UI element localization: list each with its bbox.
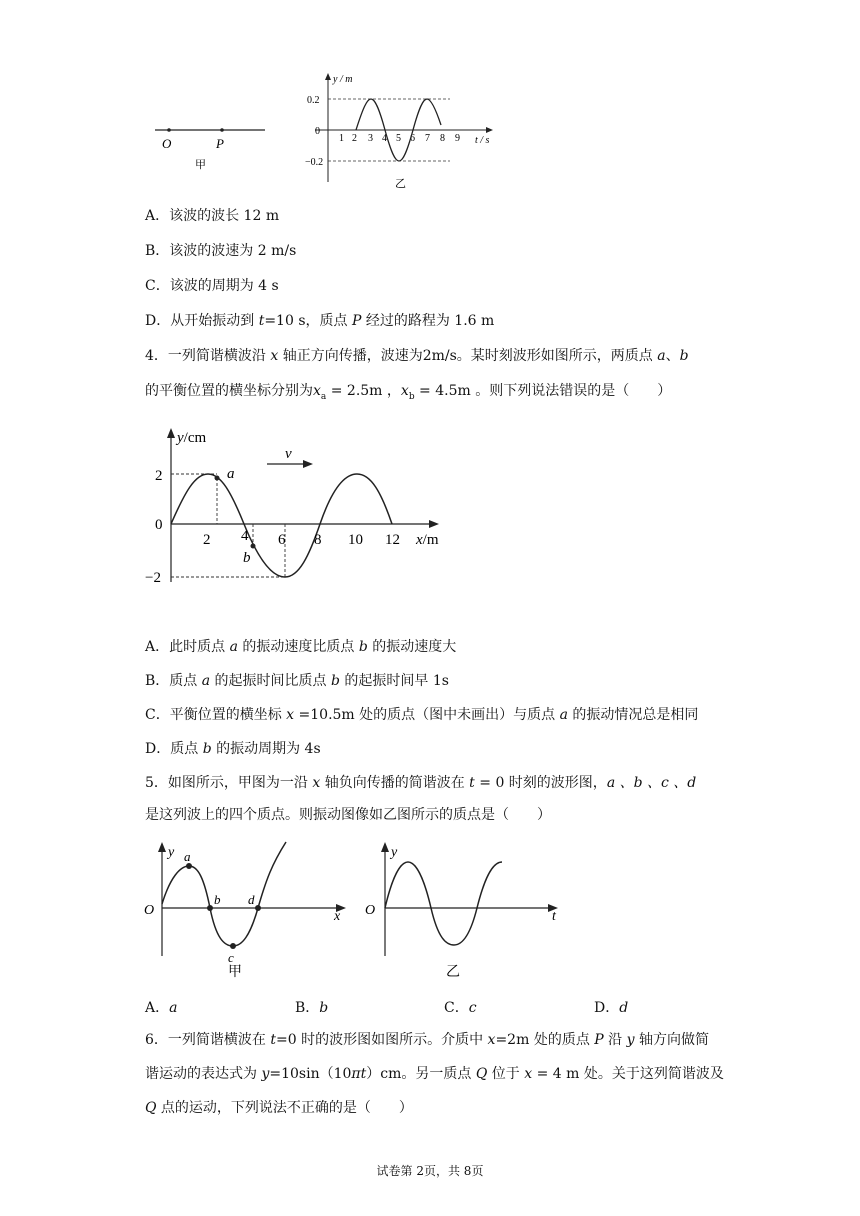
q5-stem-line2: 是这列波上的四个质点。则振动图像如乙图所示的质点是（ ）	[145, 807, 551, 823]
right-t-label: t	[552, 909, 556, 924]
x-tick-3: 3	[368, 133, 373, 144]
x-tick-4: 4	[241, 528, 249, 544]
left-x-label: x	[334, 909, 341, 924]
y-tick-minus2: −2	[145, 570, 161, 586]
point-a-label: a	[184, 849, 191, 864]
label-P: P	[216, 136, 224, 151]
x-tick-7: 7	[425, 133, 430, 144]
caption-yi: 乙	[395, 178, 406, 190]
q3-option-d: D．从开始振动到 t=10 s，质点 P 经过的路程为 1.6 m	[145, 313, 495, 329]
point-b-label: b	[214, 892, 221, 907]
x-tick-6: 6	[278, 532, 286, 548]
x-tick-2: 2	[203, 532, 211, 548]
x-axis-label: t / s	[475, 135, 490, 146]
x-tick-4: 4	[382, 133, 387, 144]
page-footer: 试卷第 2页，共 8页	[376, 1164, 484, 1178]
right-caption: 乙	[446, 965, 460, 980]
figure-q4	[145, 422, 465, 597]
x-tick-5: 5	[396, 133, 401, 144]
caption-jia: 甲	[195, 159, 206, 171]
point-d-label: d	[248, 892, 255, 907]
x-tick-2: 2	[352, 133, 357, 144]
q4-stem-line2: 的平衡位置的横坐标分别为$x_a = 2.5m$ ，$x_b = 4.5m$ 。则下列说法错误的是（ ）	[145, 383, 672, 402]
x-tick-6: 6	[410, 133, 415, 144]
q5-option-d: D．d	[594, 1000, 629, 1016]
q3-option-b: B．该波的波速为 2 m/s	[145, 243, 297, 259]
x-tick-1: 1	[339, 133, 344, 144]
y-tick-0: 0	[155, 517, 163, 533]
q4-option-a: A．此时质点 a 的振动速度比质点 b 的振动速度大	[145, 639, 457, 655]
y-tick-zero: 0	[315, 126, 320, 137]
velocity-label: v	[285, 446, 292, 462]
q6-stem-line2: 谐运动的表达式为 y=10sin（10πt）cm。另一质点 Q 位于 x = 4 m 处。关于这列简谐波及	[145, 1066, 724, 1082]
point-c-label: c	[228, 950, 234, 965]
q5-option-b: B．b	[295, 1000, 329, 1016]
q5-option-a: A．a	[145, 1000, 178, 1016]
q4-option-b: B．质点 a 的起振时间比质点 b 的起振时间早 1s	[145, 673, 449, 689]
q5-option-c: C．c	[444, 1000, 477, 1016]
q4-option-c: C．平衡位置的横坐标 x =10.5m 处的质点（图中未画出）与质点 a 的振动情况总是相同	[145, 707, 699, 723]
y-axis-label: y/cm	[177, 430, 207, 446]
x-tick-10: 10	[348, 532, 363, 548]
y-tick-top: 0.2	[307, 95, 320, 106]
figure-q5	[140, 838, 580, 983]
y-axis-label: y / m	[333, 74, 353, 85]
left-origin: O	[144, 903, 155, 918]
wave-curve	[171, 474, 392, 577]
figure-q3	[145, 70, 505, 195]
x-tick-9: 9	[455, 133, 460, 144]
x-axis-label: x/m	[416, 532, 439, 548]
right-origin: O	[365, 903, 376, 918]
y-tick-2: 2	[155, 468, 163, 484]
q6-stem-line3: Q 点的运动，下列说法不正确的是（ ）	[145, 1100, 413, 1116]
y-tick-bottom: −0.2	[305, 157, 324, 168]
q6-stem-line1: 6．一列简谐横波在 t=0 时的波形图如图所示。介质中 x=2m 处的质点 P 沿 y 轴方向做简	[145, 1032, 709, 1048]
left-wave-curve	[162, 842, 286, 946]
point-a-label: a	[227, 466, 235, 482]
right-y-label: y	[391, 845, 398, 860]
q4-option-d: D．质点 b 的振动周期为 4s	[145, 741, 321, 757]
x-tick-12: 12	[385, 532, 400, 548]
left-caption: 甲	[228, 965, 242, 980]
q3-option-a: A．该波的波长 12 m	[145, 208, 280, 224]
q5-stem-line1: 5．如图所示，甲图为一沿 x 轴负向传播的简谐波在 t = 0 时刻的波形图，a 、b 、c 、d	[145, 775, 697, 791]
q4-stem-line1: 4．一列简谐横波沿 x 轴正方向传播，波速为2m/s。某时刻波形如图所示，两质点 a、b	[145, 348, 689, 364]
label-O: O	[162, 136, 172, 151]
q3-option-c: C．该波的周期为 4 s	[145, 278, 279, 294]
x-tick-8: 8	[314, 532, 322, 548]
left-y-label: y	[168, 845, 175, 860]
point-b-dot	[251, 544, 256, 549]
point-b-label: b	[243, 550, 251, 566]
right-vibration-curve	[385, 862, 502, 945]
x-tick-8: 8	[440, 133, 445, 144]
point-a-dot	[215, 476, 220, 481]
